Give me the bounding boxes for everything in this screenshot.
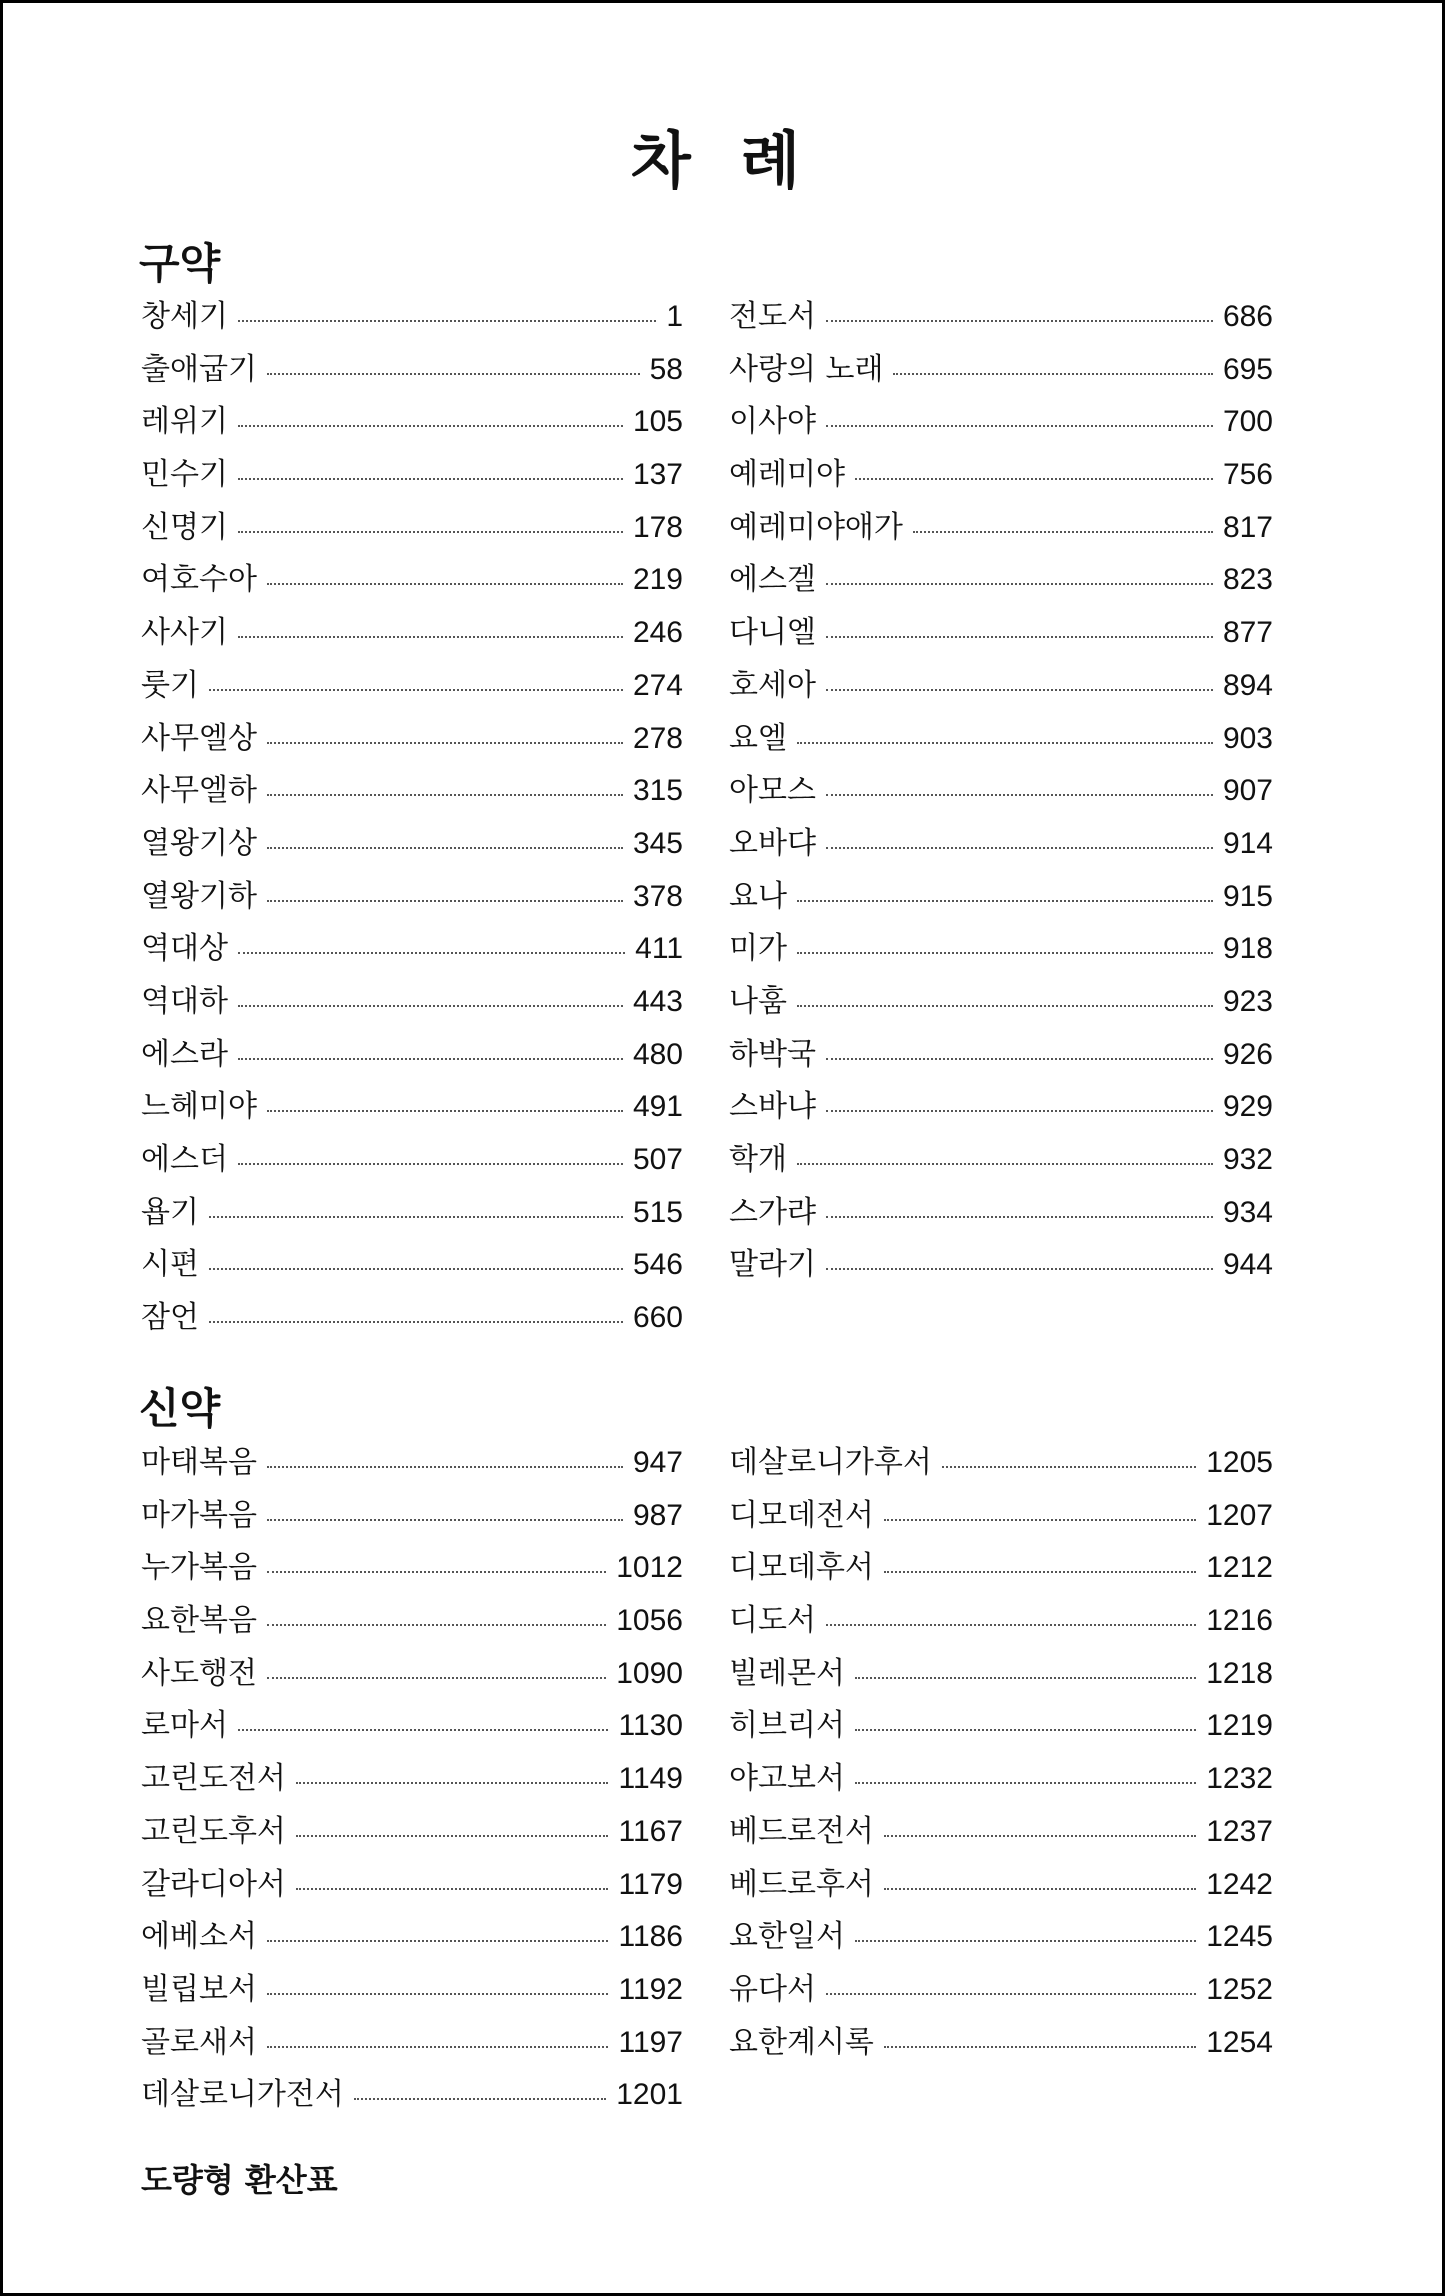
dot-leader bbox=[209, 1321, 623, 1323]
book-name: 빌립보서 bbox=[141, 1971, 257, 2007]
toc-entry[interactable] bbox=[729, 1134, 1273, 1187]
book-name: 역대상 bbox=[141, 931, 228, 967]
page-number: 1212 bbox=[1206, 1551, 1273, 1585]
page-number: 274 bbox=[632, 668, 683, 702]
toc-entry[interactable] bbox=[141, 1542, 683, 1595]
book-name: 베드로전서 bbox=[729, 1813, 874, 1849]
toc-entry[interactable] bbox=[141, 1753, 683, 1806]
dot-leader bbox=[238, 952, 625, 954]
page-number: 903 bbox=[1222, 721, 1273, 755]
book-name: 아모스 bbox=[729, 773, 816, 809]
toc-entry[interactable] bbox=[729, 1490, 1273, 1543]
book-name: 룻기 bbox=[141, 667, 199, 703]
dot-leader bbox=[826, 583, 1213, 585]
dot-leader bbox=[238, 531, 623, 533]
toc-entry[interactable] bbox=[141, 871, 683, 924]
page-number: 823 bbox=[1222, 563, 1273, 597]
page-number: 278 bbox=[632, 721, 683, 755]
page-number: 907 bbox=[1222, 774, 1273, 808]
dot-leader bbox=[826, 1624, 1196, 1626]
toc-entry[interactable] bbox=[729, 2017, 1273, 2070]
page-number: 315 bbox=[632, 774, 683, 808]
new-testament-left-list bbox=[141, 1437, 683, 2122]
page-number: 1237 bbox=[1206, 1814, 1273, 1848]
book-name: 욥기 bbox=[141, 1194, 199, 1230]
dot-leader bbox=[826, 1058, 1213, 1060]
book-name: 오바댜 bbox=[729, 825, 816, 861]
book-name: 요한일서 bbox=[729, 1919, 845, 1955]
book-name: 민수기 bbox=[141, 457, 228, 493]
toc-entry[interactable] bbox=[729, 713, 1273, 766]
book-name: 여호수아 bbox=[141, 562, 257, 598]
old-testament-right-list bbox=[729, 291, 1273, 1292]
toc-entry[interactable] bbox=[141, 1437, 683, 1490]
toc-entry[interactable] bbox=[141, 1964, 683, 2017]
toc-entry[interactable] bbox=[141, 1859, 683, 1912]
page-number: 491 bbox=[632, 1090, 683, 1124]
book-name: 스바냐 bbox=[729, 1089, 816, 1125]
book-name: 사사기 bbox=[141, 615, 228, 651]
book-name: 히브리서 bbox=[729, 1708, 845, 1744]
dot-leader bbox=[893, 373, 1213, 375]
book-name: 데살로니가전서 bbox=[141, 2077, 344, 2113]
dot-leader bbox=[267, 847, 623, 849]
page-number: 411 bbox=[635, 932, 683, 966]
toc-entry[interactable] bbox=[141, 607, 683, 660]
book-name: 디도서 bbox=[729, 1603, 816, 1639]
dot-leader bbox=[884, 2046, 1196, 2048]
book-name: 레위기 bbox=[141, 404, 228, 440]
book-name: 시편 bbox=[141, 1247, 199, 1283]
book-name: 로마서 bbox=[141, 1708, 228, 1744]
page-number: 987 bbox=[632, 1498, 683, 1532]
dot-leader bbox=[826, 1110, 1213, 1112]
page-number: 507 bbox=[632, 1143, 683, 1176]
new-testament-heading: 신약 bbox=[139, 1384, 221, 1433]
dot-leader bbox=[267, 794, 623, 796]
page-number: 877 bbox=[1222, 616, 1273, 650]
dot-leader bbox=[267, 1940, 609, 1942]
page-number: 1012 bbox=[616, 1551, 683, 1585]
book-name: 학개 bbox=[729, 1142, 787, 1177]
dot-leader bbox=[238, 1729, 609, 1731]
toc-entry[interactable] bbox=[141, 923, 683, 976]
page-number: 515 bbox=[632, 1195, 683, 1229]
page-number: 660 bbox=[632, 1301, 683, 1335]
dot-leader bbox=[267, 1519, 623, 1521]
toc-entry[interactable] bbox=[141, 1239, 683, 1292]
page-number: 137 bbox=[632, 458, 683, 492]
toc-entry[interactable] bbox=[141, 713, 683, 766]
dot-leader bbox=[267, 1677, 606, 1679]
book-name: 열왕기하 bbox=[141, 878, 257, 914]
page-number: 929 bbox=[1222, 1090, 1273, 1124]
book-name: 스가랴 bbox=[729, 1194, 816, 1230]
book-name: 예레미야애가 bbox=[729, 509, 903, 545]
toc-entry[interactable] bbox=[141, 1595, 683, 1648]
book-name: 야고보서 bbox=[729, 1761, 845, 1797]
new-testament-right-list bbox=[729, 1437, 1273, 2069]
page-number: 1216 bbox=[1206, 1604, 1273, 1638]
dot-leader bbox=[267, 1571, 606, 1573]
dot-leader bbox=[884, 1571, 1196, 1573]
book-name: 전도서 bbox=[729, 299, 816, 334]
book-name: 신명기 bbox=[141, 509, 228, 545]
toc-entry[interactable] bbox=[729, 1239, 1273, 1292]
page-number: 817 bbox=[1222, 510, 1273, 544]
toc-entry[interactable] bbox=[141, 1490, 683, 1543]
toc-entry[interactable] bbox=[729, 1911, 1273, 1964]
toc-entry[interactable] bbox=[141, 1081, 683, 1134]
book-name: 예레미야 bbox=[729, 457, 845, 493]
page-number: 934 bbox=[1222, 1195, 1273, 1229]
dot-leader bbox=[267, 1110, 623, 1112]
dot-leader bbox=[797, 900, 1213, 902]
page-number: 947 bbox=[632, 1446, 683, 1479]
dot-leader bbox=[826, 1993, 1196, 1995]
toc-entry[interactable] bbox=[141, 291, 683, 344]
dot-leader bbox=[238, 636, 623, 638]
dot-leader bbox=[267, 900, 623, 902]
book-name: 요엘 bbox=[729, 720, 787, 756]
toc-entry[interactable] bbox=[729, 1753, 1273, 1806]
dot-leader bbox=[855, 1940, 1196, 1942]
toc-entry[interactable] bbox=[141, 976, 683, 1029]
book-name: 마태복음 bbox=[141, 1445, 257, 1480]
toc-entry[interactable] bbox=[729, 396, 1273, 449]
toc-entry[interactable] bbox=[729, 1648, 1273, 1701]
page-number: 932 bbox=[1222, 1143, 1273, 1176]
book-name: 이사야 bbox=[729, 404, 816, 440]
book-name: 빌레몬서 bbox=[729, 1655, 845, 1691]
dot-leader bbox=[296, 1782, 609, 1784]
dot-leader bbox=[855, 478, 1213, 480]
dot-leader bbox=[267, 583, 623, 585]
dot-leader bbox=[238, 478, 623, 480]
toc-entry[interactable] bbox=[729, 1029, 1273, 1082]
dot-leader bbox=[855, 1782, 1196, 1784]
dot-leader bbox=[238, 1005, 623, 1007]
book-name: 출애굽기 bbox=[141, 351, 257, 387]
page-number: 1219 bbox=[1206, 1709, 1273, 1743]
book-name: 고린도전서 bbox=[141, 1761, 286, 1797]
toc-entry[interactable] bbox=[141, 2069, 683, 2122]
toc-entry[interactable] bbox=[729, 1700, 1273, 1753]
dot-leader bbox=[913, 531, 1213, 533]
page-number: 105 bbox=[632, 405, 683, 439]
book-name: 데살로니가후서 bbox=[729, 1445, 932, 1480]
page-number: 926 bbox=[1222, 1037, 1273, 1071]
toc-entry[interactable] bbox=[729, 344, 1273, 397]
dot-leader bbox=[884, 1835, 1196, 1837]
book-name: 디모데후서 bbox=[729, 1550, 874, 1586]
toc-entry[interactable] bbox=[729, 871, 1273, 924]
book-name: 창세기 bbox=[141, 299, 228, 334]
page-number: 756 bbox=[1222, 458, 1273, 492]
dot-leader bbox=[826, 636, 1213, 638]
book-name: 디모데전서 bbox=[729, 1497, 874, 1533]
dot-leader bbox=[826, 847, 1213, 849]
page-number: 1179 bbox=[618, 1867, 683, 1901]
dot-leader bbox=[826, 1216, 1213, 1218]
page-number: 1245 bbox=[1206, 1920, 1273, 1954]
dot-leader bbox=[797, 742, 1213, 744]
old-testament-left-list bbox=[141, 291, 683, 1345]
page-number: 1254 bbox=[1206, 2025, 1273, 2059]
page-number: 1197 bbox=[618, 2025, 683, 2059]
toc-entry[interactable] bbox=[729, 1964, 1273, 2017]
page-number: 1207 bbox=[1206, 1498, 1273, 1532]
dot-leader bbox=[354, 2098, 606, 2100]
page-number: 1130 bbox=[618, 1709, 683, 1743]
toc-entry[interactable] bbox=[141, 344, 683, 397]
page-number: 918 bbox=[1222, 932, 1273, 966]
toc-entry[interactable] bbox=[729, 449, 1273, 502]
book-name: 누가복음 bbox=[141, 1550, 257, 1586]
toc-entry[interactable] bbox=[141, 765, 683, 818]
dot-leader bbox=[267, 373, 640, 375]
book-name: 에스라 bbox=[141, 1036, 228, 1072]
book-name: 마가복음 bbox=[141, 1497, 257, 1533]
toc-entry[interactable] bbox=[729, 660, 1273, 713]
toc-entry[interactable] bbox=[141, 818, 683, 871]
page-number: 58 bbox=[649, 352, 683, 386]
dot-leader bbox=[267, 1466, 623, 1468]
page-title: 차 례 bbox=[630, 124, 815, 197]
book-name: 요한계시록 bbox=[729, 2024, 874, 2060]
page-number: 923 bbox=[1222, 984, 1273, 1018]
dot-leader bbox=[884, 1888, 1196, 1890]
book-name: 사도행전 bbox=[141, 1655, 257, 1691]
book-name: 베드로후서 bbox=[729, 1866, 874, 1902]
toc-entry[interactable] bbox=[729, 554, 1273, 607]
dot-leader bbox=[267, 742, 623, 744]
dot-leader bbox=[238, 1058, 623, 1060]
book-name: 갈라디아서 bbox=[141, 1866, 286, 1902]
dot-leader bbox=[296, 1888, 609, 1890]
dot-leader bbox=[238, 425, 623, 427]
dot-leader bbox=[267, 2046, 609, 2048]
book-name: 유다서 bbox=[729, 1971, 816, 2007]
dot-leader bbox=[826, 320, 1213, 322]
toc-entry[interactable] bbox=[141, 396, 683, 449]
page-number: 1218 bbox=[1206, 1656, 1273, 1690]
page-number: 1201 bbox=[616, 2078, 683, 2112]
toc-entry[interactable] bbox=[729, 1187, 1273, 1240]
book-name: 잠언 bbox=[141, 1300, 199, 1336]
dot-leader bbox=[797, 1005, 1213, 1007]
toc-entry[interactable] bbox=[729, 1859, 1273, 1912]
dot-leader bbox=[209, 689, 623, 691]
page-number: 915 bbox=[1222, 879, 1273, 913]
book-name: 호세아 bbox=[729, 667, 816, 703]
page-number: 219 bbox=[632, 563, 683, 597]
dot-leader bbox=[296, 1835, 609, 1837]
book-name: 나훔 bbox=[729, 983, 787, 1019]
page-number: 1205 bbox=[1206, 1446, 1273, 1479]
toc-entry[interactable] bbox=[141, 2017, 683, 2070]
toc-entry[interactable] bbox=[141, 1292, 683, 1345]
book-name: 미가 bbox=[729, 931, 787, 967]
dot-leader bbox=[884, 1519, 1196, 1521]
page-number: 914 bbox=[1222, 826, 1273, 860]
page-number: 1167 bbox=[618, 1814, 683, 1848]
book-name: 사랑의 노래 bbox=[729, 351, 884, 387]
toc-entry[interactable] bbox=[141, 1029, 683, 1082]
book-name: 말라기 bbox=[729, 1247, 816, 1283]
toc-entry[interactable] bbox=[729, 1595, 1273, 1648]
dot-leader bbox=[855, 1729, 1196, 1731]
toc-entry[interactable] bbox=[729, 818, 1273, 871]
dot-leader bbox=[826, 425, 1213, 427]
old-testament-heading: 구약 bbox=[139, 239, 221, 288]
dot-leader bbox=[826, 794, 1213, 796]
toc-entry[interactable] bbox=[729, 607, 1273, 660]
toc-entry[interactable] bbox=[729, 923, 1273, 976]
page-number: 1186 bbox=[618, 1920, 683, 1954]
dot-leader bbox=[797, 952, 1213, 954]
toc-entry[interactable] bbox=[141, 1806, 683, 1859]
toc-entry[interactable] bbox=[141, 502, 683, 555]
page-number: 246 bbox=[632, 616, 683, 650]
book-name: 요한복음 bbox=[141, 1603, 257, 1639]
book-name: 골로새서 bbox=[141, 2024, 257, 2060]
page-number: 1252 bbox=[1206, 1972, 1273, 2006]
book-name: 하박국 bbox=[729, 1036, 816, 1072]
page-number: 345 bbox=[632, 826, 683, 860]
book-name: 느헤미야 bbox=[141, 1089, 257, 1125]
toc-entry[interactable] bbox=[141, 1134, 683, 1187]
page-number: 1149 bbox=[618, 1762, 683, 1796]
book-name: 에스더 bbox=[141, 1142, 228, 1177]
book-name: 에스겔 bbox=[729, 562, 816, 598]
book-name: 열왕기상 bbox=[141, 825, 257, 861]
book-name: 역대하 bbox=[141, 983, 228, 1019]
page-number: 700 bbox=[1222, 405, 1273, 439]
page-number: 1232 bbox=[1206, 1762, 1273, 1796]
dot-leader bbox=[209, 1268, 623, 1270]
page-number: 894 bbox=[1222, 668, 1273, 702]
book-name: 요나 bbox=[729, 878, 787, 914]
dot-leader bbox=[826, 1268, 1213, 1270]
page-number: 178 bbox=[632, 510, 683, 544]
page-number: 1090 bbox=[616, 1656, 683, 1690]
toc-entry[interactable] bbox=[141, 1648, 683, 1701]
book-name: 고린도후서 bbox=[141, 1813, 286, 1849]
dot-leader bbox=[267, 1624, 606, 1626]
page-number: 944 bbox=[1222, 1248, 1273, 1282]
toc-entry[interactable] bbox=[141, 1187, 683, 1240]
dot-leader bbox=[238, 1163, 623, 1165]
book-name: 에베소서 bbox=[141, 1919, 257, 1955]
conversion-table-link[interactable]: 도량형 환산표 bbox=[141, 2161, 338, 2199]
dot-leader bbox=[942, 1466, 1196, 1468]
dot-leader bbox=[826, 689, 1213, 691]
book-name: 사무엘하 bbox=[141, 773, 257, 809]
toc-entry[interactable] bbox=[729, 765, 1273, 818]
page-number: 695 bbox=[1222, 352, 1273, 386]
toc-entry[interactable] bbox=[141, 554, 683, 607]
toc-entry[interactable] bbox=[729, 1806, 1273, 1859]
toc-entry[interactable] bbox=[141, 1700, 683, 1753]
toc-entry[interactable] bbox=[141, 1911, 683, 1964]
toc-entry[interactable] bbox=[729, 1437, 1273, 1490]
toc-entry[interactable] bbox=[729, 976, 1273, 1029]
toc-entry[interactable] bbox=[141, 660, 683, 713]
page-number: 378 bbox=[632, 879, 683, 913]
toc-entry[interactable] bbox=[729, 502, 1273, 555]
toc-entry[interactable] bbox=[729, 1542, 1273, 1595]
toc-entry[interactable] bbox=[141, 449, 683, 502]
page-number: 686 bbox=[1222, 300, 1273, 333]
dot-leader bbox=[797, 1163, 1213, 1165]
page-number: 480 bbox=[632, 1037, 683, 1071]
toc-entry[interactable] bbox=[729, 291, 1273, 344]
page-number: 1242 bbox=[1206, 1867, 1273, 1901]
dot-leader bbox=[855, 1677, 1196, 1679]
dot-leader bbox=[238, 320, 656, 322]
book-name: 사무엘상 bbox=[141, 720, 257, 756]
page-number: 1192 bbox=[618, 1972, 683, 2006]
book-name: 다니엘 bbox=[729, 615, 816, 651]
page-number: 443 bbox=[632, 984, 683, 1018]
page-number: 1056 bbox=[616, 1604, 683, 1638]
toc-entry[interactable] bbox=[729, 1081, 1273, 1134]
dot-leader bbox=[209, 1216, 623, 1218]
dot-leader bbox=[267, 1993, 609, 1995]
page-number: 546 bbox=[632, 1248, 683, 1282]
page-number: 1 bbox=[666, 300, 683, 333]
